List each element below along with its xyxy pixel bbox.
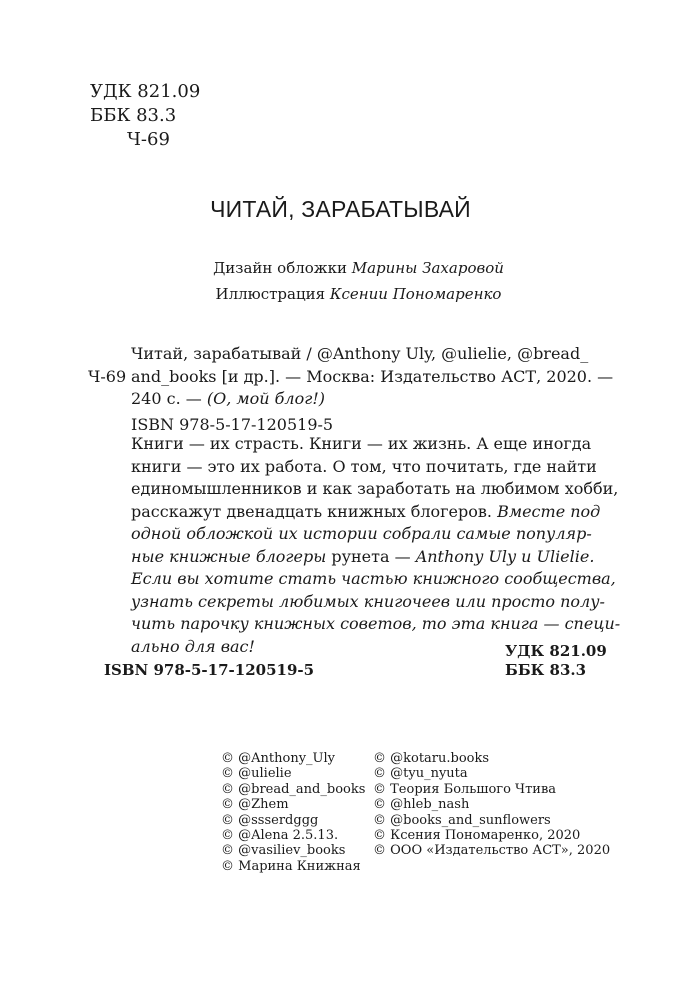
annotation-line-italic: Anthony Uly и Ulielie. xyxy=(415,546,595,566)
bib-series: (О, мой блог!) xyxy=(206,389,326,408)
cover-credit-prefix: Дизайн обложки xyxy=(213,259,352,277)
annotation-line-plain: рунета — xyxy=(326,546,416,566)
copyright-entry: © @Alena 2.5.13. xyxy=(221,828,339,844)
annotation-line-italic: одной обложкой их истории собрали самые популяр- xyxy=(131,524,592,543)
bbk-code: ББК 83.3 xyxy=(90,105,177,126)
copyright-entry: © @ssserdggg xyxy=(221,812,319,828)
copyright-entry: © ООО «Издательство АСТ», 2020 xyxy=(373,843,611,859)
annotation-line xyxy=(131,613,621,636)
footer-udk: УДК 821.09 xyxy=(505,642,607,660)
annotation-line xyxy=(131,456,597,479)
annotation-line-italic: ально для вас! xyxy=(131,636,255,656)
footer-isbn: ISBN 978-5-17-120519-5 xyxy=(104,661,315,679)
copyright-entry: © @Zhem xyxy=(221,797,289,813)
udk-code: УДК 821.09 xyxy=(90,81,201,102)
illustration-credit-name: Ксении Пономаренко xyxy=(329,285,502,303)
copyright-entry: © @ulielie xyxy=(221,766,292,782)
copyright-entry: © Ксения Пономаренко, 2020 xyxy=(373,828,581,844)
copyright-entry: © @Anthony_Uly xyxy=(221,751,335,766)
copyright-entry: © Марина Книжная xyxy=(221,858,361,874)
annotation-line-italic: Вместе под xyxy=(497,501,601,521)
bib-line-2-text: and_books [и др.]. — Москва: Издательство АСТ, 2020. — xyxy=(131,366,614,386)
bib-line-3-plain: 240 с. — xyxy=(131,389,207,408)
annotation-line-plain: расскажут двенадцать книжных блогеров. xyxy=(131,501,498,521)
bib-isbn: ISBN 978-5-17-120519-5 xyxy=(131,414,334,434)
footer-bbk: ББК 83.3 xyxy=(505,661,587,679)
annotation-line xyxy=(131,478,619,501)
annotation-line-italic: ные книжные блогеры xyxy=(131,546,327,566)
copyright-entry: © @hleb_nash xyxy=(373,797,470,813)
annotation-line xyxy=(131,523,590,546)
annotation-line-italic: узнать секреты любимых книгочеев или просто полу- xyxy=(131,591,605,611)
author-sign: Ч-69 xyxy=(127,129,170,150)
book-title: ЧИТАЙ, ЗАРАБАТЫВАЙ xyxy=(210,196,471,222)
annotation-line xyxy=(131,501,601,524)
annotation-line-italic: Если вы хотите стать частью книжного сообщества, xyxy=(131,569,616,588)
illustration-credit xyxy=(0,285,681,303)
illustration-credit-prefix: Иллюстрация xyxy=(215,285,330,303)
copyright-left-column xyxy=(221,751,365,874)
annotation-line-plain: Книги — их страсть. Книги — их жизнь. А еще иногда xyxy=(131,434,592,453)
bibliographic-record xyxy=(88,343,614,436)
annotation-line-plain: единомышленников и как заработать на любимом хобби, xyxy=(131,479,619,498)
udk-header-block xyxy=(90,80,200,152)
copyright-entry: © @books_and_sunflowers xyxy=(373,812,551,828)
copyright-entry: © @kotaru.books xyxy=(373,751,490,766)
annotation-line xyxy=(131,546,595,569)
annotation-line xyxy=(131,568,616,591)
copyright-entry: © @tyu_nyuta xyxy=(373,766,468,782)
annotation-line xyxy=(131,591,605,614)
copyright-entry: © Теория Большого Чтива xyxy=(373,781,557,797)
copyright-entry: © @bread_and_books xyxy=(221,781,366,797)
bib-line-1: Читай, зарабатывай / @Anthony Uly, @ulielie, @bread_ xyxy=(131,344,589,363)
copyright-entry: © @vasiliev_books xyxy=(221,843,346,859)
bib-line-2 xyxy=(88,366,614,389)
annotation xyxy=(131,433,621,658)
annotation-line-plain: книги — это их работа. О том, что почитать, где найти xyxy=(131,456,597,476)
annotation-line xyxy=(131,433,590,456)
copyright-right-column xyxy=(373,751,610,859)
bib-author-sign: Ч-69 xyxy=(88,366,127,386)
annotation-line-italic: чить парочку книжных советов, то эта книга — специ- xyxy=(131,614,621,633)
bib-line-3 xyxy=(110,388,590,411)
cover-design-credit xyxy=(0,259,681,277)
cover-credit-name: Марины Захаровой xyxy=(351,259,504,277)
